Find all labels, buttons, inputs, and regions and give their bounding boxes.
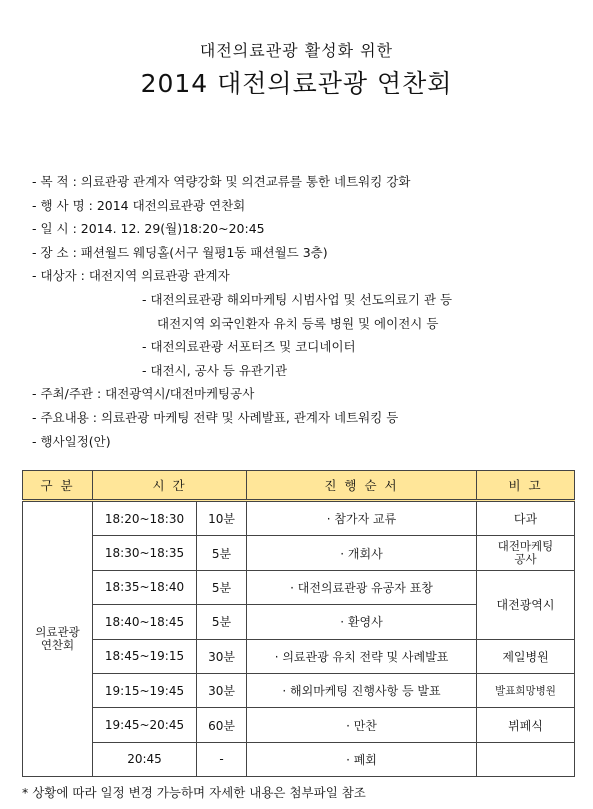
duration-cell: 30분 bbox=[197, 673, 247, 707]
program-cell: · 환영사 bbox=[247, 605, 477, 639]
time-cell: 18:35~18:40 bbox=[93, 570, 197, 604]
duration-cell: 5분 bbox=[197, 570, 247, 604]
event-info bbox=[32, 170, 572, 453]
duration-cell: - bbox=[197, 742, 247, 776]
duration-cell: 10분 bbox=[197, 501, 247, 536]
time-cell: 18:20~18:30 bbox=[93, 501, 197, 536]
document-subtitle: 대전의료관광 활성화 위한 bbox=[199, 41, 394, 60]
program-cell: · 만찬 bbox=[247, 708, 477, 742]
time-cell: 19:45~20:45 bbox=[93, 708, 197, 742]
program-cell: · 참가자 교류 bbox=[247, 501, 477, 536]
time-cell: 18:45~19:15 bbox=[93, 639, 197, 673]
info-date: - 일 시 : 2014. 12. 29(월)18:20~20:45 bbox=[32, 221, 265, 237]
note-cell: 발표희망병원 bbox=[477, 673, 575, 707]
header-program: 진 행 순 서 bbox=[247, 471, 477, 501]
document-title: 2014 대전의료관광 연찬회 bbox=[140, 69, 453, 98]
info-place: - 장 소 : 패션월드 웨딩홀(서구 월평1동 패션월드 3층) bbox=[32, 244, 328, 260]
table-row bbox=[23, 742, 575, 776]
header-time: 시 간 bbox=[93, 471, 247, 501]
note-cell: 제일병원 bbox=[477, 639, 575, 673]
table-row bbox=[23, 536, 575, 570]
schedule-table bbox=[22, 470, 575, 777]
table-row bbox=[23, 570, 575, 604]
duration-cell: 5분 bbox=[197, 605, 247, 639]
info-purpose: - 목 적 : 의료관광 관계자 역량강화 및 의견교류를 통한 네트워킹 강화 bbox=[32, 174, 411, 189]
note-cell: 대전광역시 bbox=[477, 570, 575, 639]
note-cell: 다과 bbox=[477, 501, 575, 536]
footnote: * 상황에 따라 일정 변경 가능하며 자세한 내용은 첨부파일 참조 bbox=[22, 785, 366, 800]
note-cell bbox=[477, 742, 575, 776]
program-cell: · 해외마케팅 진행사항 등 발표 bbox=[247, 673, 477, 707]
info-target-sub1: - 대전의료관광 해외마케팅 시범사업 및 선도의료기 관 등 bbox=[142, 291, 453, 307]
info-contents: - 주요내용 : 의료관광 마케팅 전략 및 사례발표, 관계자 네트워킹 등 bbox=[32, 409, 399, 425]
info-event-name: - 행 사 명 : 2014 대전의료관광 연찬회 bbox=[32, 197, 246, 213]
duration-cell: 60분 bbox=[197, 708, 247, 742]
category-cell: 의료관광 연찬회 bbox=[23, 501, 93, 777]
header-note: 비 고 bbox=[477, 471, 575, 501]
time-cell: 18:40~18:45 bbox=[93, 605, 197, 639]
program-cell: · 폐회 bbox=[247, 742, 477, 776]
time-cell: 18:30~18:35 bbox=[93, 536, 197, 570]
table-row bbox=[23, 708, 575, 742]
duration-cell: 30분 bbox=[197, 639, 247, 673]
program-cell: · 대전의료관광 유공자 표창 bbox=[247, 570, 477, 604]
duration-cell: 5분 bbox=[197, 536, 247, 570]
info-target-sub3: - 대전시, 공사 등 유관기관 bbox=[142, 362, 288, 378]
table-row bbox=[23, 639, 575, 673]
header-category: 구 분 bbox=[23, 471, 93, 501]
table-row bbox=[23, 501, 575, 536]
table-row bbox=[23, 673, 575, 707]
info-schedule-label: - 행사일정(안) bbox=[32, 433, 111, 449]
info-host: - 주최/주관 : 대전광역시/대전마케팅공사 bbox=[32, 386, 255, 402]
program-cell: · 의료관광 유치 전략 및 사례발표 bbox=[247, 639, 477, 673]
time-cell: 19:15~19:45 bbox=[93, 673, 197, 707]
info-target: - 대상자 : 대전지역 의료관광 관계자 bbox=[32, 268, 230, 284]
note-cell: 대전마케팅 공사 bbox=[477, 536, 575, 570]
time-cell: 20:45 bbox=[93, 742, 197, 776]
info-target-sub2: - 대전의료관광 서포터즈 및 코디네이터 bbox=[142, 339, 356, 355]
program-cell: · 개회사 bbox=[247, 536, 477, 570]
note-cell: 뷔페식 bbox=[477, 708, 575, 742]
info-target-sub1b: 대전지역 외국인환자 유치 등록 병원 및 에이전시 등 bbox=[157, 315, 439, 331]
